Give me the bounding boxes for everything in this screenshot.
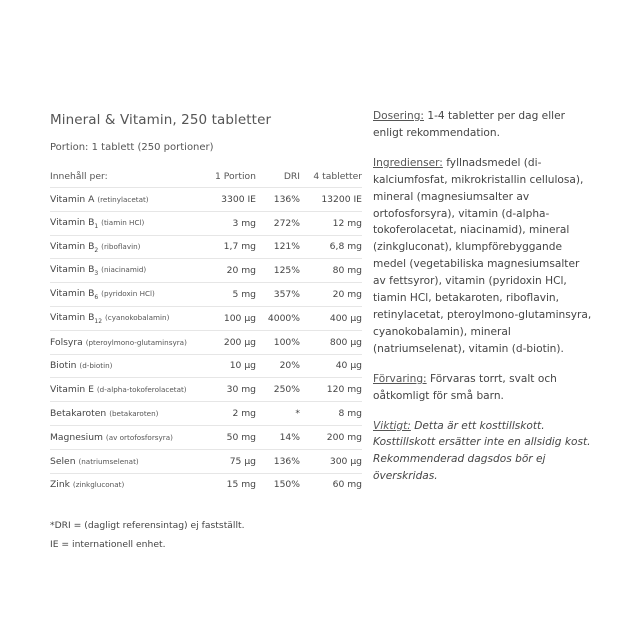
dosering-label: Dosering: [373, 110, 424, 122]
nutrient-subscript: 2 [94, 246, 99, 254]
portion-value: 100 µg [206, 306, 256, 330]
nutrient-detail: (natriumselenat) [78, 456, 139, 466]
nutrient-detail: (tiamin HCl) [101, 217, 145, 227]
table-row [50, 211, 362, 235]
nutrient-detail: (niacinamid) [101, 265, 147, 275]
dosering-section [373, 108, 595, 142]
header-portion: 1 Portion [206, 165, 256, 188]
ingredienser-text: fyllnadsmedel (di-kalciumfosfat, mikrokristallin cellulosa), mineral (magnesiumsalter av ortofosforsyra), vitamin (d-alpha-tokoferolacetat, niacinamid), mineral (zinkgluconat), klumpförebyggande medel (vegetabiliska magnesiumsalter av fettsyror), vitamin (pyridoxin HCl, tiamin HCl, betakaroten, riboflavin, retinylacetat, pteroylmono-glutaminsyra, cyanokobalamin), mineral (natriumselenat), vitamin (d-biotin). [373, 156, 592, 355]
four-tablets-value: 40 µg [300, 354, 362, 378]
nutrient-name-cell [50, 306, 206, 330]
four-tablets-value: 12 mg [300, 211, 362, 235]
four-tablets-value: 13200 IE [300, 188, 362, 212]
nutrient-name-cell [50, 259, 206, 283]
footnote-ie: IE = internationell enhet. [50, 539, 166, 551]
nutrient-detail: (riboflavin) [101, 241, 141, 251]
dri-value: 14% [256, 425, 300, 449]
table-row [50, 235, 362, 259]
four-tablets-value: 8 mg [300, 402, 362, 426]
portion-info: Portion: 1 tablett (250 portioner) [50, 142, 214, 153]
nutrient-detail: (pteroylmono-glutaminsyra) [85, 337, 187, 347]
portion-value: 1,7 mg [206, 235, 256, 259]
product-title: Mineral & Vitamin, 250 tabletter [50, 112, 272, 128]
portion-value: 3 mg [206, 211, 256, 235]
portion-value: 5 mg [206, 283, 256, 307]
table-row [50, 425, 362, 449]
portion-value: 20 mg [206, 259, 256, 283]
four-tablets-value: 20 mg [300, 283, 362, 307]
nutrient-detail: (retinylacetat) [97, 194, 149, 204]
footnote-dri: *DRI = (dagligt referensintag) ej fastställt. [50, 520, 245, 532]
portion-value: 10 µg [206, 354, 256, 378]
nutrient-subscript: 1 [94, 222, 99, 230]
nutrient-name-cell [50, 402, 206, 426]
four-tablets-value: 80 mg [300, 259, 362, 283]
four-tablets-value: 120 mg [300, 378, 362, 402]
nutrient-name-cell [50, 330, 206, 354]
table-header-row [50, 165, 362, 188]
nutrient-name: Vitamin B [50, 216, 95, 228]
nutrient-name: Folsyra [50, 336, 83, 348]
dri-value: 250% [256, 378, 300, 402]
dosering-text: 1-4 tabletter per dag eller enligt rekommendation. [373, 110, 565, 139]
header-four-tablets: 4 tabletter [300, 165, 362, 188]
table-row [50, 306, 362, 330]
nutrient-name-cell [50, 354, 206, 378]
nutrient-name-cell [50, 378, 206, 402]
forvaring-section [373, 371, 595, 405]
four-tablets-value: 6,8 mg [300, 235, 362, 259]
nutrient-name: Magnesium [50, 431, 103, 443]
table-row [50, 259, 362, 283]
ingredienser-section [373, 155, 595, 358]
table-row [50, 473, 362, 496]
dri-value: 357% [256, 283, 300, 307]
nutrient-subscript: 6 [94, 294, 99, 301]
four-tablets-value: 800 µg [300, 330, 362, 354]
nutrient-name: Betakaroten [50, 408, 107, 420]
nutrient-detail: (betakaroten) [109, 409, 159, 419]
nutrient-name-cell [50, 188, 206, 212]
nutrient-name-cell [50, 425, 206, 449]
nutrient-detail: (av ortofosforsyra) [105, 432, 173, 442]
four-tablets-value: 200 mg [300, 425, 362, 449]
dri-value: 150% [273, 479, 300, 491]
forvaring-label: Förvaring: [373, 372, 427, 385]
table-row [50, 354, 362, 378]
dri-value: 272% [256, 211, 300, 235]
four-tablets-value: 60 mg [332, 479, 362, 491]
portion-value: 75 µg [206, 449, 256, 473]
portion-value: 3300 IE [206, 188, 256, 212]
nutrient-name: Vitamin B [50, 311, 95, 323]
nutrient-name-cell [50, 449, 206, 473]
table-row [50, 283, 362, 307]
table-row [50, 188, 362, 212]
nutrient-detail: (zinkgluconat) [72, 480, 125, 490]
dri-value: 125% [256, 259, 300, 283]
forvaring-text: Förvaras torrt, svalt och oåtkomligt för små barn. [373, 372, 557, 402]
nutrient-name: Vitamin B [50, 264, 95, 276]
nutrient-detail: (d-biotin) [79, 361, 113, 371]
nutrient-detail: (pyridoxin HCl) [101, 289, 155, 299]
nutrient-detail: (cyanokobalamin) [104, 312, 170, 322]
four-tablets-value: 300 µg [300, 449, 362, 473]
footnotes [50, 516, 362, 554]
portion-value: 2 mg [206, 402, 256, 426]
dri-value: 136% [256, 188, 300, 212]
table-row [50, 378, 362, 402]
nutrient-name: Zink [50, 479, 70, 491]
nutrient-name-cell [50, 473, 206, 496]
dri-value: 136% [256, 449, 300, 473]
nutrient-name: Biotin [50, 360, 77, 372]
nutrient-name: Vitamin E [50, 384, 94, 396]
dri-value: 20% [256, 354, 300, 378]
nutrient-name-cell [50, 235, 206, 259]
nutrient-name-cell [50, 211, 206, 235]
nutrient-name: Vitamin A [50, 193, 95, 205]
nutrition-panel [50, 112, 362, 554]
dri-value: * [256, 402, 300, 426]
header-content: Innehåll per: [50, 165, 206, 188]
nutrient-detail: (d-alpha-tokoferolacetat) [96, 385, 187, 395]
nutrient-subscript: 3 [94, 270, 99, 278]
four-tablets-value: 400 µg [300, 306, 362, 330]
viktigt-text: Detta är ett kosttillskott. Kosttillskott ersätter inte en allsidig kost. Rekommenderad dagsdos bör ej överskridas. [373, 419, 591, 483]
portion-value: 50 mg [206, 425, 256, 449]
dri-value: 100% [256, 330, 300, 354]
table-row [50, 330, 362, 354]
nutrition-table [50, 165, 362, 496]
ingredienser-label: Ingredienser: [373, 156, 443, 169]
portion-value: 15 mg [226, 479, 256, 491]
portion-value: 200 µg [206, 330, 256, 354]
nutrient-name: Vitamin B [50, 288, 95, 300]
product-info [373, 108, 595, 498]
portion-value: 30 mg [206, 378, 256, 402]
header-dri: DRI [256, 165, 300, 188]
nutrient-name-cell [50, 283, 206, 307]
table-row [50, 402, 362, 426]
dri-value: 121% [256, 235, 300, 259]
table-row [50, 449, 362, 473]
nutrient-subscript: 12 [94, 317, 103, 325]
dri-value: 4000% [256, 306, 300, 330]
viktigt-label: Viktigt: [373, 419, 411, 432]
nutrient-name: Selen [50, 455, 76, 467]
viktigt-section [373, 418, 595, 486]
nutrient-name: Vitamin B [50, 240, 95, 252]
nutrition-table-body [50, 188, 362, 497]
